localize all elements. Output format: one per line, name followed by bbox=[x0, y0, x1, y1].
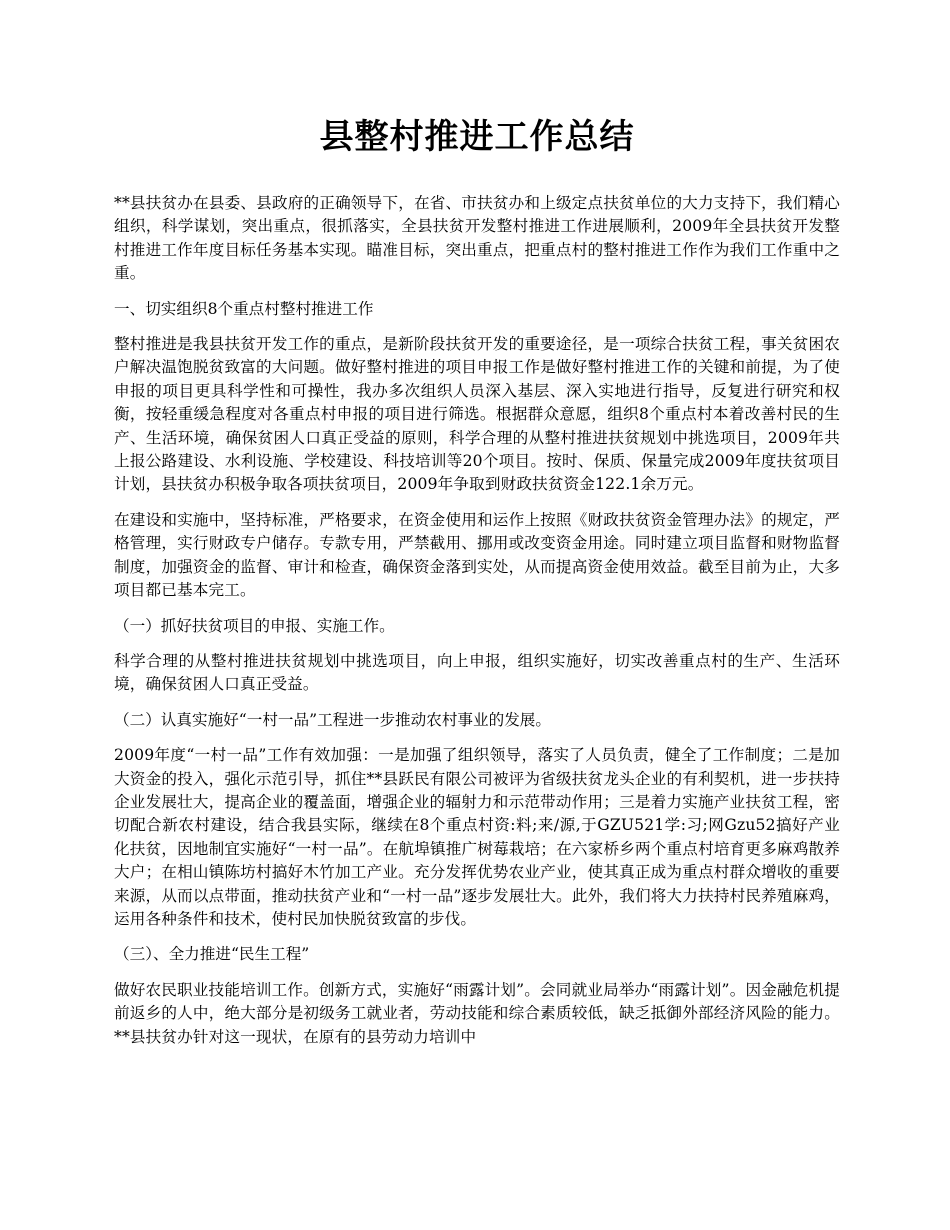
subsection-heading-2: （二）认真实施好“一村一品”工程进一步推动农村事业的发展。 bbox=[114, 710, 551, 729]
section-1-paragraph-1: 整村推进是我县扶贫开发工作的重点，是新阶段扶贫开发的重要途径，是一项综合扶贫工程，事关贫困农户解决温饱脱贫致富的大问题。做好整村推进的项目申报工作是做好整村推进工作的关键和前提，为了使申报的项目更具科学性和可操性，我办多次组织人员深入基层、深入实地进行指导，反复进行研究和权衡，按轻重缓急程度对各重点村申报的项目进行筛选。根据群众意愿，组织8个重点村本着改善村民的生产、生活环境，确保贫困人口真正受益的原则，科学合理的从整村推进扶贫规划中挑选项目，2009年共上报公路建设、水利设施、学校建设、科技培训等20个项目。按时、保质、保量完成2009年度扶贫项目计划，县扶贫办积极争取各项扶贫项目，2009年争取到财政扶贫资金122.1余万元。 bbox=[114, 335, 840, 494]
section-heading-1: 一、切实组织8个重点村整村推进工作 bbox=[114, 299, 374, 318]
subsection-heading-1: （一）抓好扶贫项目的申报、实施工作。 bbox=[114, 616, 395, 635]
subsection-3-paragraph: 做好农民职业技能培训工作。创新方式，实施好“雨露计划”。会同就业局举办“雨露计划”。因金融危机提前返乡的人中，绝大部分是初级务工就业者，劳动技能和综合素质较低，缺乏抵御外部经济风险的能力。**县扶贫办针对这一现状，在原有的县劳动力培训中 bbox=[114, 980, 840, 1046]
subsection-2-paragraph: 2009年度“一村一品”工作有效加强：一是加强了组织领导，落实了人员负责，健全了工作制度；二是加大资金的投入，强化示范引导，抓住**县跃民有限公司被评为省级扶贫龙头企业的有利契机，进一步扶持企业发展壮大，提高企业的覆盖面，增强企业的辐射力和示范带动作用；三是着力实施产业扶贫工程，密切配合新农村建设，结合我县实际，继续在8个重点村资:料;来/源,于GZU521学:习;网Gzu52搞好产业化扶贫，因地制宜实施好“一村一品”。在航埠镇推广树莓栽培；在六家桥乡两个重点村培育更多麻鸡散养大户；在相山镇陈坊村搞好木竹加工产业。充分发挥优势农业产业，使其真正成为重点村群众增收的重要来源，从而以点带面，推动扶贫产业和“一村一品”逐步发展壮大。此外，我们将大力扶持村民养殖麻鸡，运用各种条件和技术，使村民加快脱贫致富的步伐。 bbox=[114, 746, 840, 928]
subsection-heading-3: （三）、全力推进“民生工程” bbox=[114, 945, 310, 964]
subsection-1-paragraph: 科学合理的从整村推进扶贫规划中挑选项目，向上申报，组织实施好，切实改善重点村的生产、生活环境，确保贫困人口真正受益。 bbox=[114, 651, 840, 694]
section-1-paragraph-2: 在建设和实施中，坚持标准，严格要求，在资金使用和运作上按照《财政扶贫资金管理办法》的规定，严格管理，实行财政专户储存。专款专用，严禁截用、挪用或改变资金用途。同时建立项目监督和财物监督制度，加强资金的监督、审计和检查，确保资金落到实处，从而提高资金使用效益。截至目前为止，大多项目都已基本完工。 bbox=[114, 510, 840, 600]
document-title: 县整村推进工作总结 bbox=[319, 117, 635, 157]
intro-paragraph: **县扶贫办在县委、县政府的正确领导下，在省、市扶贫办和上级定点扶贫单位的大力支持下，我们精心组织，科学谋划，突出重点，很抓落实，全县扶贫开发整村推进工作进展顺利，2009年全县扶贫开发整村推进工作年度目标任务基本实现。瞄准目标，突出重点，把重点村的整村推进工作作为我们工作重中之重。 bbox=[114, 194, 840, 283]
document-page bbox=[114, 108, 840, 1061]
